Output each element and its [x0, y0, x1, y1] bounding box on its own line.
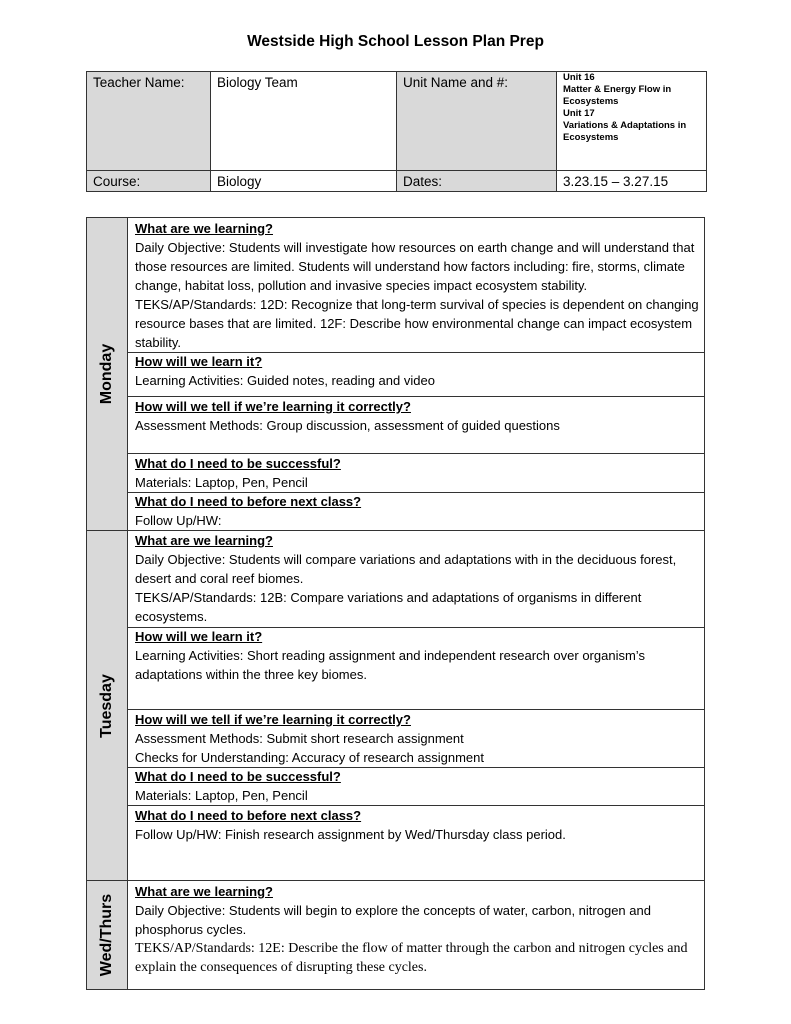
materials: Materials: Laptop, Pen, Pencil — [135, 788, 308, 803]
teacher-name-value: Biology Team — [211, 72, 397, 171]
section-heading: How will we tell if we’re learning it correctly? — [135, 712, 411, 727]
day-column-wed-thurs — [87, 881, 128, 989]
section-heading: How will we tell if we’re learning it correctly? — [135, 399, 411, 414]
monday-followup-section — [135, 492, 700, 530]
unit-list — [557, 72, 707, 171]
course-label: Course: — [87, 171, 211, 192]
section-heading: What do I need to be successful? — [135, 456, 341, 471]
unit-line: Variations & Adaptations in Ecosystems — [563, 120, 687, 143]
unit-name-label: Unit Name and #: — [397, 72, 557, 171]
lesson-plan-table — [86, 217, 705, 990]
section-heading: How will we learn it? — [135, 354, 263, 369]
monday-learning-section — [135, 219, 700, 352]
day-label-wed-thurs: Wed/Thurs — [98, 893, 115, 977]
standards: TEKS/AP/Standards: 12D: Recognize that long-term survival of species is dependent on changing resource bases that are limited. 12F: Describe how environmental change can impact ecosystem stability. — [135, 297, 699, 350]
learning-activities: Learning Activities: Short reading assignment and independent research over organism’s adaptations within the three key biomes. — [135, 648, 645, 682]
standards: TEKS/AP/Standards: 12B: Compare variations and adaptations of organisms in different ecosystems. — [135, 590, 642, 624]
assessment-methods: Assessment Methods: Group discussion, assessment of guided questions — [135, 418, 560, 433]
unit-line: Unit 17 — [563, 108, 595, 119]
follow-up: Follow Up/HW: — [135, 513, 222, 528]
daily-objective: Daily Objective: Students will compare variations and adaptations with in the deciduous forest, desert and coral reef biomes. — [135, 552, 677, 586]
materials: Materials: Laptop, Pen, Pencil — [135, 475, 308, 490]
unit-line: Unit 16 — [563, 72, 595, 83]
daily-objective: Daily Objective: Students will investigate how resources on earth change and will understand that those resources are limited. Students will understand how factors including: fire, storms, climate change, habitat loss, pollution and invasive species impact ecosystem stability. — [135, 240, 695, 293]
wed-thurs-learning-section — [135, 882, 700, 977]
page-title: Westside High School Lesson Plan Prep — [247, 33, 544, 50]
dates-label: Dates: — [397, 171, 557, 192]
section-heading: What do I need to before next class? — [135, 808, 362, 823]
tuesday-followup-section — [135, 806, 700, 844]
section-heading: What do I need to before next class? — [135, 494, 362, 509]
monday-how-section — [135, 352, 700, 390]
tuesday-learning-section — [135, 531, 700, 626]
day-label-monday: Monday — [98, 343, 115, 405]
section-heading: What are we learning? — [135, 533, 273, 548]
section-heading: What do I need to be successful? — [135, 769, 341, 784]
checks-for-understanding: Checks for Understanding: Accuracy of research assignment — [135, 750, 485, 765]
tuesday-assessment-section — [135, 710, 700, 767]
standards: TEKS/AP/Standards: 12E: Describe the flow of matter through the carbon and nitrogen cycles and explain the consequences of disrupting these cycles. — [135, 941, 688, 975]
teacher-name-label: Teacher Name: — [87, 72, 211, 171]
header-info-table — [86, 71, 707, 192]
day-column-tuesday — [87, 531, 128, 881]
learning-activities: Learning Activities: Guided notes, reading and video — [135, 373, 435, 388]
section-heading: How will we learn it? — [135, 629, 263, 644]
monday-materials-section — [135, 454, 700, 492]
assessment-methods: Assessment Methods: Submit short research assignment — [135, 731, 464, 746]
section-heading: What are we learning? — [135, 884, 273, 899]
day-label-tuesday: Tuesday — [98, 674, 115, 738]
daily-objective: Daily Objective: Students will begin to explore the concepts of water, carbon, nitrogen and phosphorus cycles. — [135, 903, 651, 937]
day-column-monday — [87, 218, 128, 530]
monday-assessment-section — [135, 397, 700, 435]
unit-line: Matter & Energy Flow in Ecosystems — [563, 84, 672, 107]
tuesday-materials-section — [135, 767, 700, 805]
follow-up: Follow Up/HW: Finish research assignment by Wed/Thursday class period. — [135, 827, 566, 842]
tuesday-how-section — [135, 627, 700, 684]
course-value: Biology — [211, 171, 397, 192]
dates-value: 3.23.15 – 3.27.15 — [557, 171, 707, 192]
section-heading: What are we learning? — [135, 221, 273, 236]
